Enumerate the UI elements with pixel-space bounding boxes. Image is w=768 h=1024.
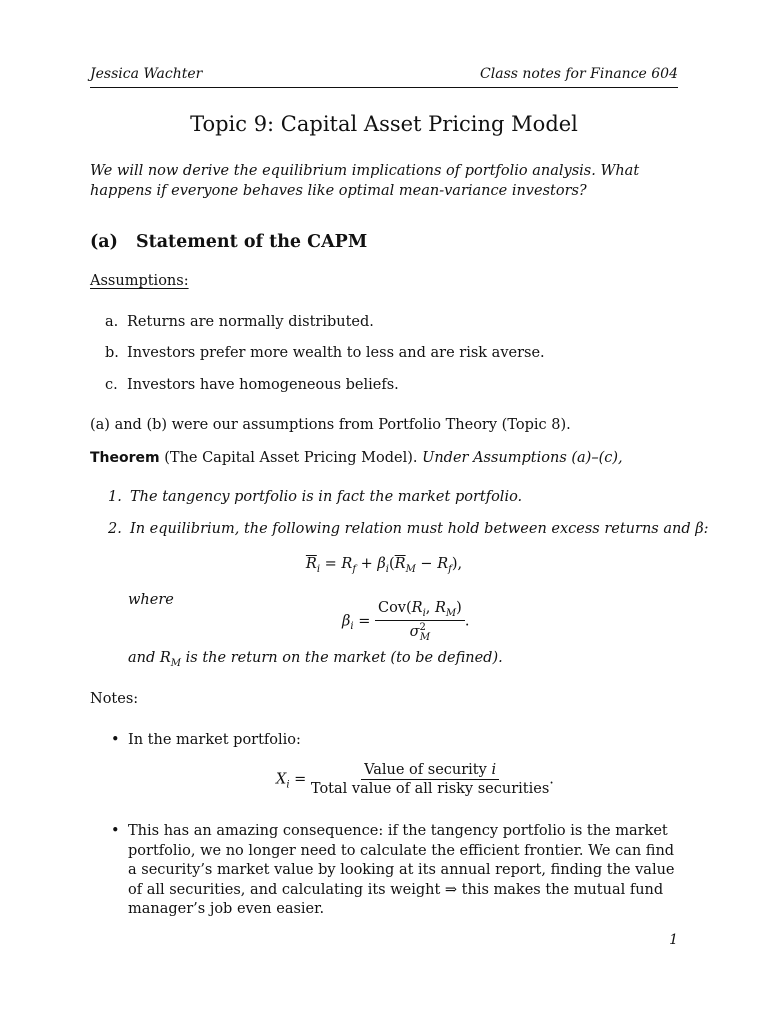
list-text: This has an amazing consequence: if the tangency portfolio is the market portfolio, we no longer need to calculate the efficient frontier. We can find a security’s market value by looking at its annual report, finding the value of all securities, and calculating its weight ⇒ this makes the mutual fund manager’s job even easier.	[128, 823, 675, 918]
list-item	[108, 521, 709, 537]
section-heading	[90, 232, 367, 252]
section-title: Statement of the CAPM	[136, 232, 368, 252]
notes-heading: Notes:	[90, 691, 139, 707]
closing-post: is the return on the market (to be defined).	[185, 650, 503, 666]
page-title: Topic 9: Capital Asset Pricing Model	[190, 112, 578, 136]
assumptions-note: (a) and (b) were our assumptions from Portfolio Theory (Topic 8).	[90, 417, 571, 433]
where-label: where	[128, 592, 174, 608]
theorem-name: (The Capital Asset Pricing Model).	[164, 450, 418, 466]
list-text: Returns are normally distributed.	[127, 314, 374, 330]
section-label: (a)	[90, 232, 118, 252]
fraction-numerator: Value of security	[364, 762, 487, 778]
list-text: Investors prefer more wealth to less and are risk averse.	[127, 345, 545, 361]
intro-paragraph: We will now derive the equilibrium implications of portfolio analysis. What happens if everyone behaves like optimal mean-variance investors?	[90, 163, 640, 199]
theorem-statement	[90, 450, 623, 466]
beta-fraction: $\frac{Cov(R_i, R_M)}{\sigma^2_M}$	[375, 600, 465, 643]
theorem-label: Theorem	[90, 450, 160, 466]
assumptions-heading: Assumptions:	[90, 273, 189, 289]
weight-equation: $X_i$ = $\frac{\text{Value of security i}}{\text{Total value of all risky securities}}$ .	[276, 762, 554, 797]
fraction-denominator: Total value of all risky securities	[310, 781, 550, 797]
list-marker: 1.	[108, 489, 122, 505]
list-text: Investors have homogeneous beliefs.	[127, 377, 399, 393]
list-item	[105, 377, 399, 393]
list-marker: a.	[105, 314, 119, 330]
header-author: Jessica Wachter	[90, 66, 203, 82]
list-item	[105, 314, 374, 330]
bullet-icon: •	[111, 823, 120, 839]
header-course: Class notes for Finance 604	[480, 66, 678, 82]
list-marker: b.	[105, 345, 119, 361]
list-text: The tangency portfolio is in fact the market portfolio.	[130, 489, 523, 505]
list-item	[111, 822, 680, 920]
closing-pre: and	[128, 650, 156, 666]
theorem-lead: Under Assumptions (a)–(c),	[422, 450, 623, 466]
list-item	[111, 731, 678, 751]
list-text: In the market portfolio:	[128, 732, 301, 748]
list-item	[108, 489, 522, 505]
list-marker: 2.	[108, 521, 122, 537]
page-number: 1	[669, 932, 678, 948]
beta-equation: $\beta_i$ = $\frac{Cov(R_i, R_M)}{\sigma^2_M}$ .	[342, 600, 470, 643]
list-item	[105, 345, 545, 361]
weight-fraction: $\frac{\text{Value of security i}}{\text{Total value of all risky securities}}$	[310, 762, 550, 797]
header-rule	[90, 87, 678, 88]
list-marker: c.	[105, 377, 118, 393]
capm-equation: $\overline{R}_i = R_f + \beta_i(\overline{R}_M - R_f)$,	[305, 556, 463, 575]
bullet-icon: •	[111, 732, 120, 748]
list-text: In equilibrium, the following relation must hold between excess returns and β:	[130, 521, 709, 537]
market-return-note: and $R_M$ is the return on the market (to be defined).	[128, 650, 503, 669]
